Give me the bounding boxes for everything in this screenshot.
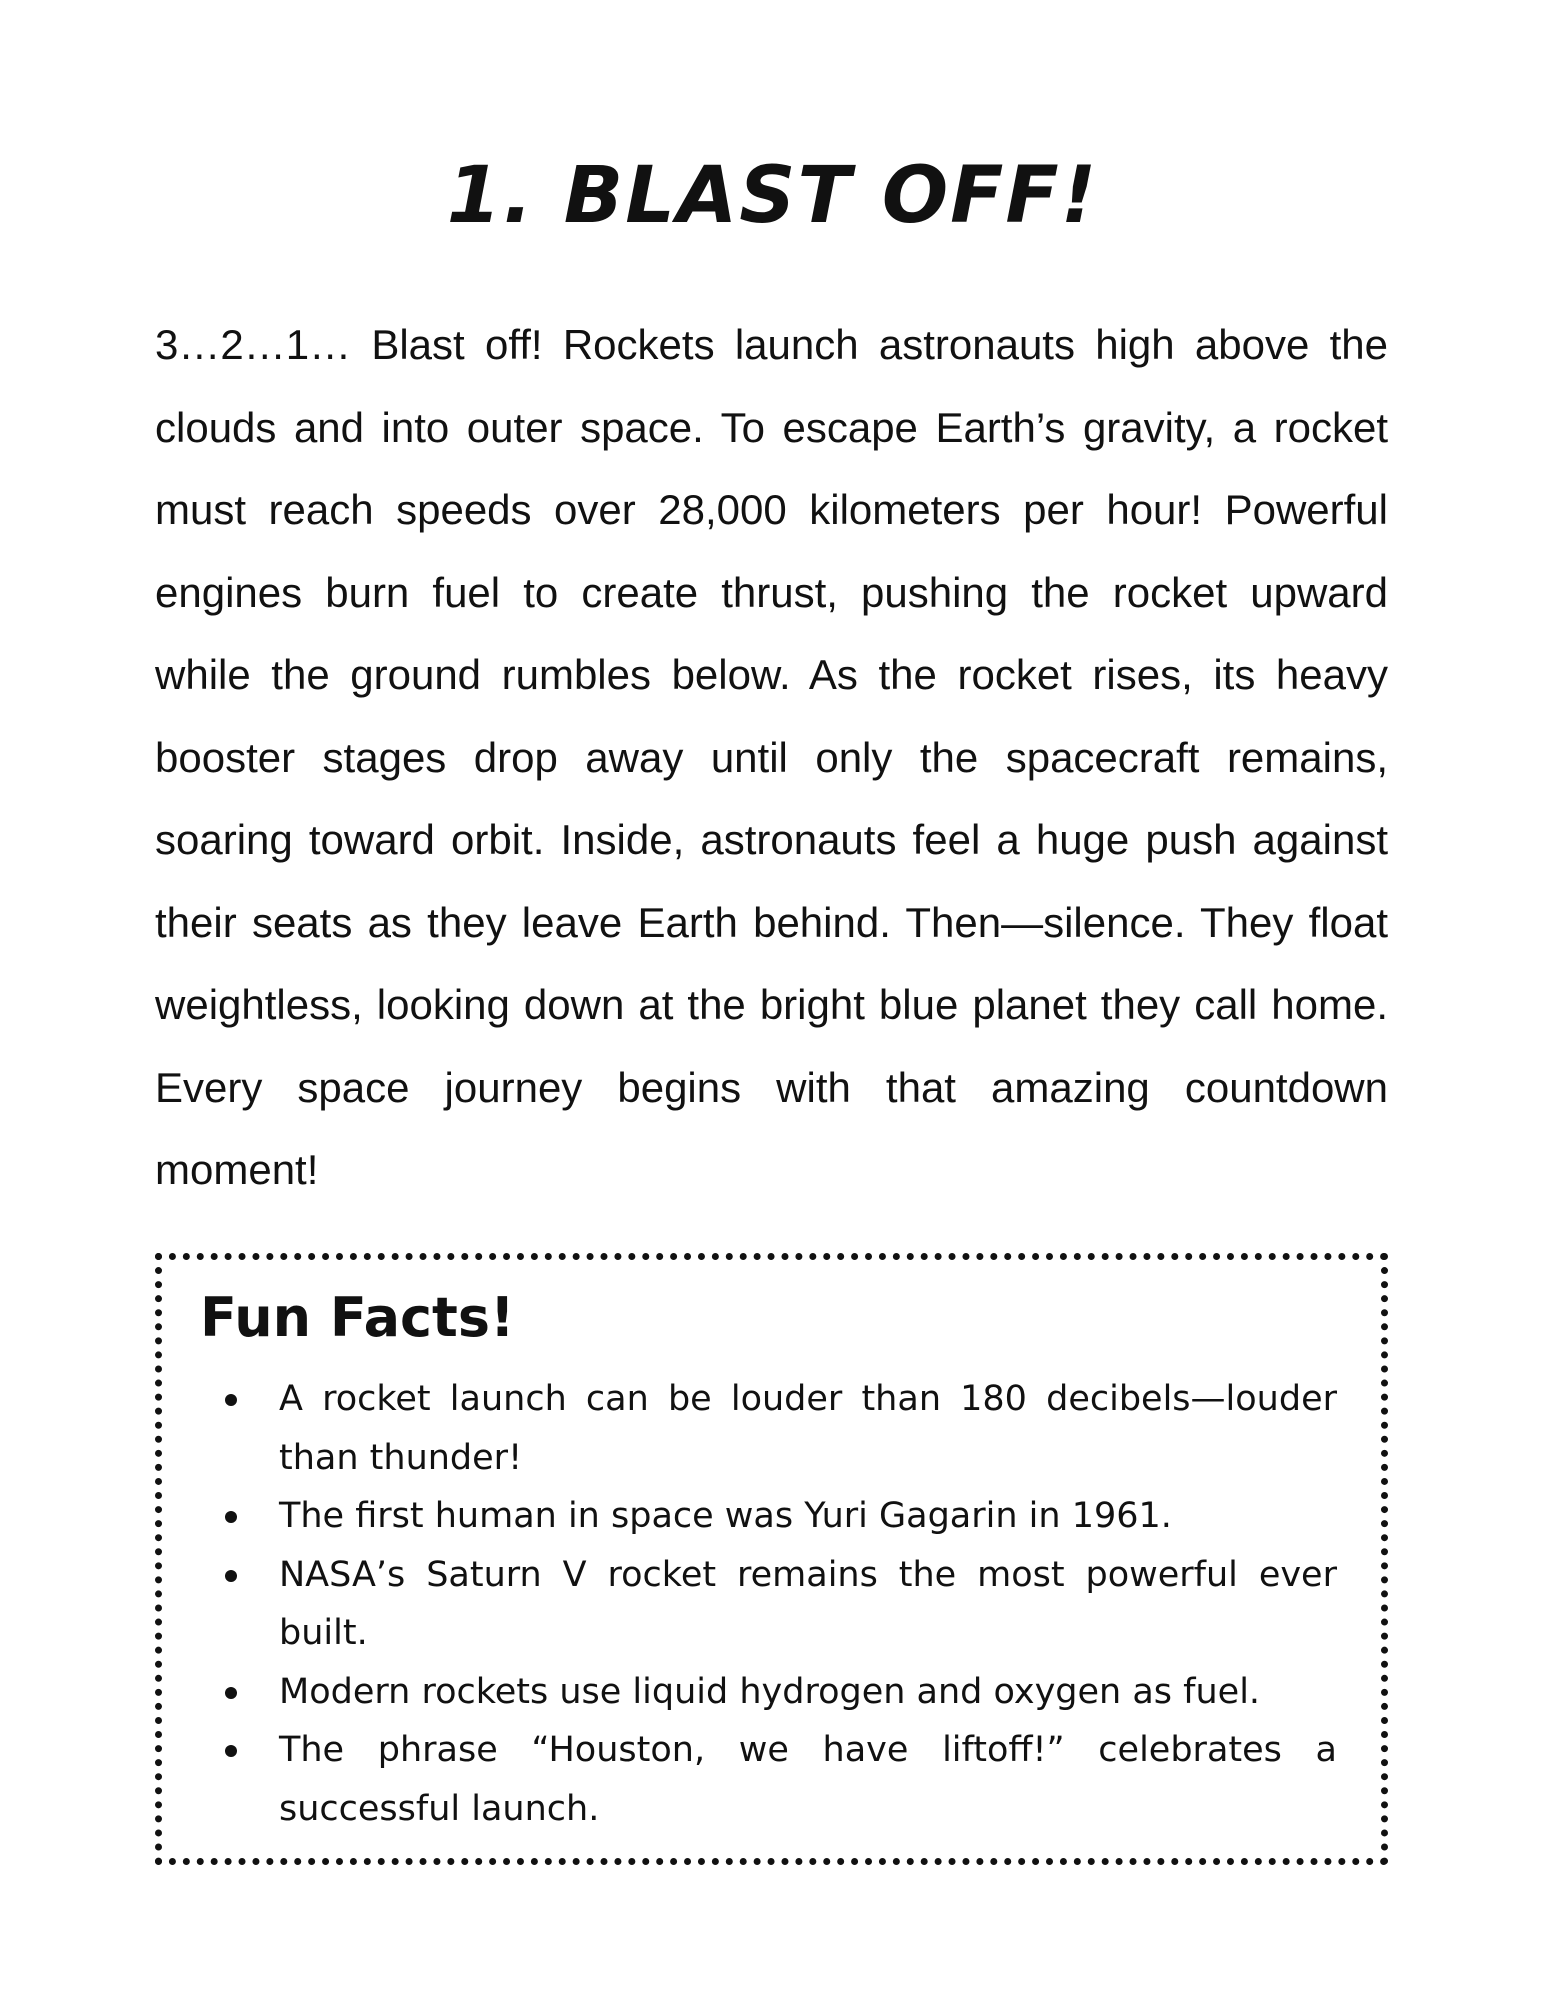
fun-fact-text: The first human in space was Yuri Gagarin in 1961. xyxy=(279,1496,1172,1536)
fun-facts-list xyxy=(212,1370,1337,1838)
fun-facts-box xyxy=(155,1253,1388,1865)
fun-fact-item xyxy=(212,1487,1337,1546)
fun-fact-item xyxy=(212,1546,1337,1663)
fun-fact-item xyxy=(212,1721,1337,1838)
fun-fact-text: Modern rockets use liquid hydrogen and oxygen as fuel. xyxy=(279,1671,1261,1712)
fun-fact-text: A rocket launch can be louder than 180 decibels—louder than thunder! xyxy=(279,1379,1337,1478)
fun-fact-text: NASA’s Saturn V rocket remains the most powerful ever built. xyxy=(279,1554,1337,1653)
bullet-icon xyxy=(225,1394,237,1406)
bullet-icon xyxy=(225,1511,237,1523)
fun-facts-title: Fun Facts! xyxy=(200,1286,515,1349)
body-paragraph: 3…2…1… Blast off! Rockets launch astronauts high above the clouds and into outer space. To escape Earth’s gravity, a rocket must reach speeds over 28,000 kilometers per hour! Powerful engines burn fuel to create thrust, pushing the rocket upward while the ground rumbles below. As the rocket rises, its heavy booster stages drop away until only the spacecraft remains, soaring toward orbit. Inside, astronauts feel a huge push against their seats as they leave Earth behind. Then—silence. They float weightless, looking down at the bright blue planet they call home. Every space journey begins with that amazing countdown moment! xyxy=(155,321,1388,1193)
bullet-icon xyxy=(225,1687,237,1699)
page-title: 1. BLAST OFF! xyxy=(446,151,1099,241)
bullet-icon xyxy=(225,1745,237,1757)
fun-fact-text: The phrase “Houston, we have liftoff!” celebrates a successful launch. xyxy=(279,1730,1337,1829)
fun-fact-item xyxy=(212,1663,1337,1722)
fun-fact-item xyxy=(212,1370,1337,1487)
bullet-icon xyxy=(225,1570,237,1582)
